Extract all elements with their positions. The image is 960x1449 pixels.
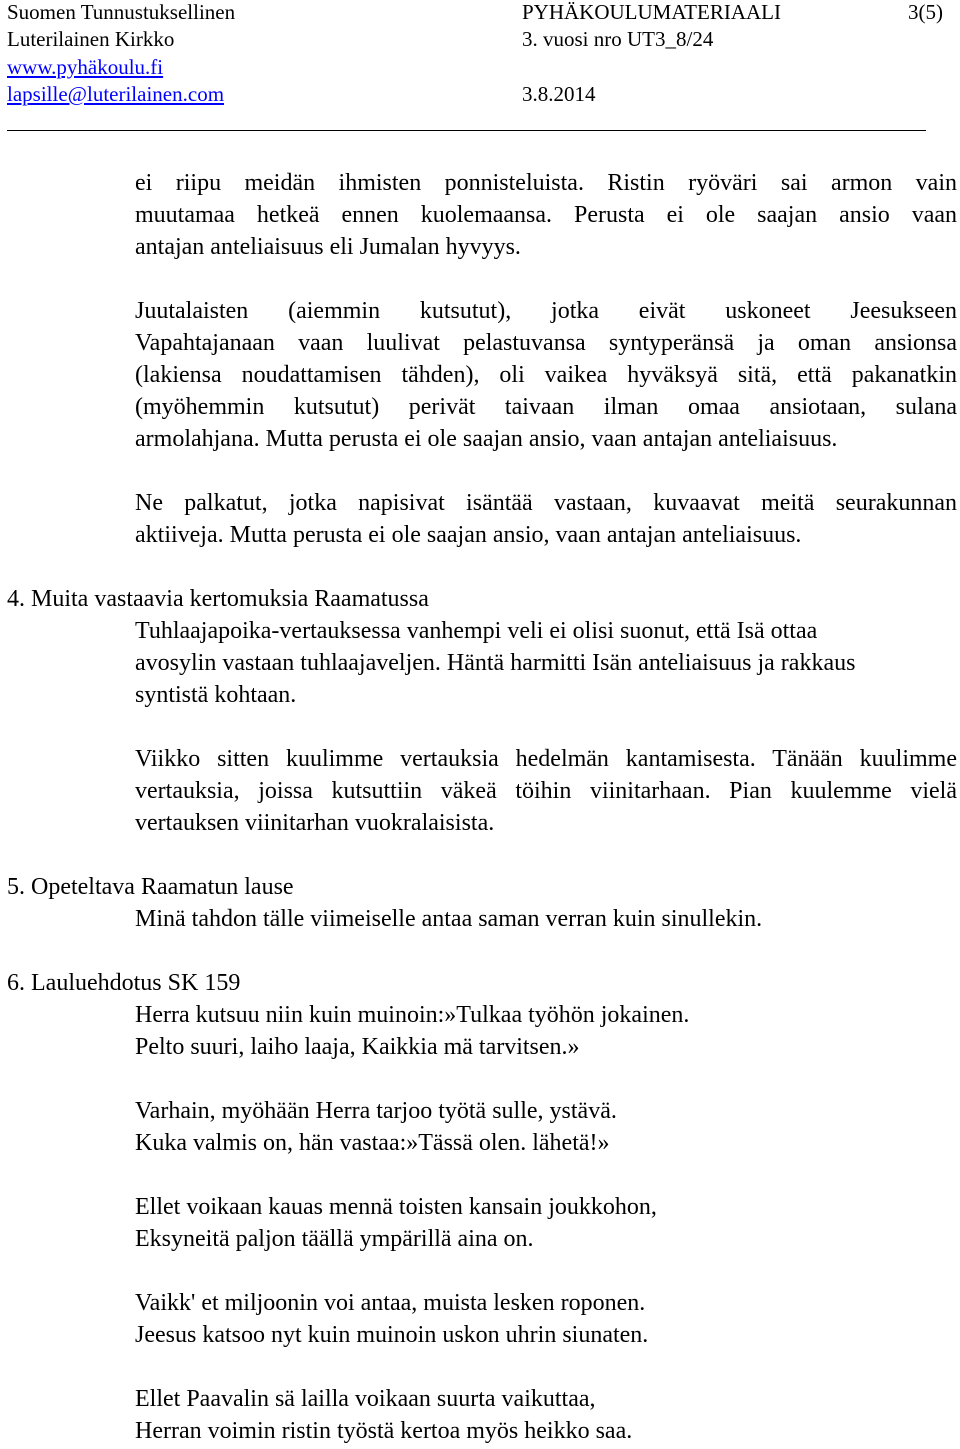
song-line: Jeesus katsoo nyt kuin muinoin uskon uhrin siunaten. <box>135 1322 649 1348</box>
email-row <box>7 81 235 108</box>
paragraph <box>135 743 957 839</box>
header-spacer <box>522 54 781 81</box>
song-line: Herra kutsuu niin kuin muinoin:»Tulkaa työhön jokainen. <box>135 1002 690 1028</box>
song-verse <box>135 1095 957 1159</box>
header-right-column <box>908 0 943 26</box>
paragraph-line: Vapahtajanaan vaan luulivat pelastuvansa syntyperänsä ja oman ansionsa <box>135 330 957 356</box>
paragraph-line: vertauksia, joissa kutsuttiin väkeä töihin viinitarhaan. Pian kuulemme vielä <box>135 778 957 804</box>
paragraph-line: aktiiveja. Mutta perusta ei ole saajan ansio, vaan antajan anteliaisuus. <box>135 522 802 548</box>
header-middle-column <box>522 0 781 108</box>
section-heading: 5. Opeteltava Raamatun lause <box>7 874 294 900</box>
paragraph-line: Minä tahdon tälle viimeiselle antaa saman verran kuin sinullekin. <box>135 906 763 932</box>
paragraph-line: Ne palkatut, jotka napisivat isäntää vastaan, kuvaavat meitä seurakunnan <box>135 490 957 516</box>
section-heading: 6. Lauluehdotus SK 159 <box>7 970 241 996</box>
paragraph-line: armolahjana. Mutta perusta ei ole saajan ansio, vaan antajan anteliaisuus. <box>135 426 838 452</box>
song-verse <box>135 999 957 1063</box>
song-verse <box>135 1383 957 1447</box>
paragraph-line: antajan anteliaisuus eli Jumalan hyvyys. <box>135 234 521 260</box>
bible-verse <box>135 903 957 935</box>
paragraph-line: (myöhemmin kutsutut) perivät taivaan ilman omaa ansiotaan, sulana <box>135 394 957 420</box>
song-line: Pelto suuri, laiho laaja, Kaikkia mä tarvitsen.» <box>135 1034 580 1060</box>
paragraph-line: vertauksen viinitarhan vuokralaisista. <box>135 810 495 836</box>
paragraph-line: Viikko sitten kuulimme vertauksia hedelmän kantamisesta. Tänään kuulimme <box>135 746 957 772</box>
paragraph-line: Juutalaisten (aiemmin kutsutut), jotka eivät uskoneet Jeesukseen <box>135 298 957 324</box>
song-line: Ellet voikaan kauas mennä toisten kansain joukkohon, <box>135 1194 657 1220</box>
org-name-line1: Suomen Tunnustuksellinen <box>7 0 236 24</box>
song-verse <box>135 1191 957 1255</box>
song-verse <box>135 1287 957 1351</box>
paragraph <box>135 487 957 551</box>
paragraph-line: avosylin vastaan tuhlaajaveljen. Häntä harmitti Isän anteliaisuus ja rakkaus <box>135 650 856 676</box>
song-line: Ellet Paavalin sä lailla voikaan suurta vaikuttaa, <box>135 1386 596 1412</box>
paragraph <box>135 295 957 455</box>
page-number: 3(5) <box>908 0 943 24</box>
paragraph-line: muutamaa hetkeä ennen kuolemaansa. Perusta ei ole saajan ansio vaan <box>135 202 957 228</box>
email-link[interactable]: lapsille@luterilainen.com <box>7 81 225 106</box>
paragraph-line: syntistä kohtaan. <box>135 682 297 708</box>
paragraph-line: (lakiensa noudattamisen tähden), oli vaikea hyväksyä sitä, että pakanatkin <box>135 362 957 388</box>
song-line: Vaikk' et miljoonin voi antaa, muista lesken roponen. <box>135 1290 646 1316</box>
website-row <box>7 54 235 81</box>
paragraph-line: ei riipu meidän ihmisten ponnisteluista. Ristin ryöväri sai armon vain <box>135 170 957 196</box>
paragraph <box>135 615 957 711</box>
material-type: PYHÄKOULUMATERIAALI <box>522 0 781 24</box>
issue-date: 3.8.2014 <box>522 81 596 106</box>
song-line: Kuka valmis on, hän vastaa:»Tässä olen. lähetä!» <box>135 1130 610 1156</box>
section-heading: 4. Muita vastaavia kertomuksia Raamatussa <box>7 586 429 612</box>
website-link[interactable]: www.pyhäkoulu.fi <box>7 54 164 79</box>
issue-number: 3. vuosi nro UT3_8/24 <box>522 27 714 52</box>
song-line: Eksyneitä paljon täällä ympärillä aina on. <box>135 1226 534 1252</box>
paragraph <box>135 167 957 263</box>
org-name-line2: Luterilainen Kirkko <box>7 27 175 52</box>
header-left-column <box>7 0 235 108</box>
song-line: Varhain, myöhään Herra tarjoo työtä sulle, ystävä. <box>135 1098 617 1124</box>
header-divider <box>7 130 926 131</box>
song-line: Herran voimin ristin työstä kertoa myös heikko saa. <box>135 1418 633 1444</box>
document-body <box>0 167 960 1447</box>
paragraph-line: Tuhlaajapoika-vertauksessa vanhempi veli ei olisi suonut, että Isä ottaa <box>135 618 818 644</box>
